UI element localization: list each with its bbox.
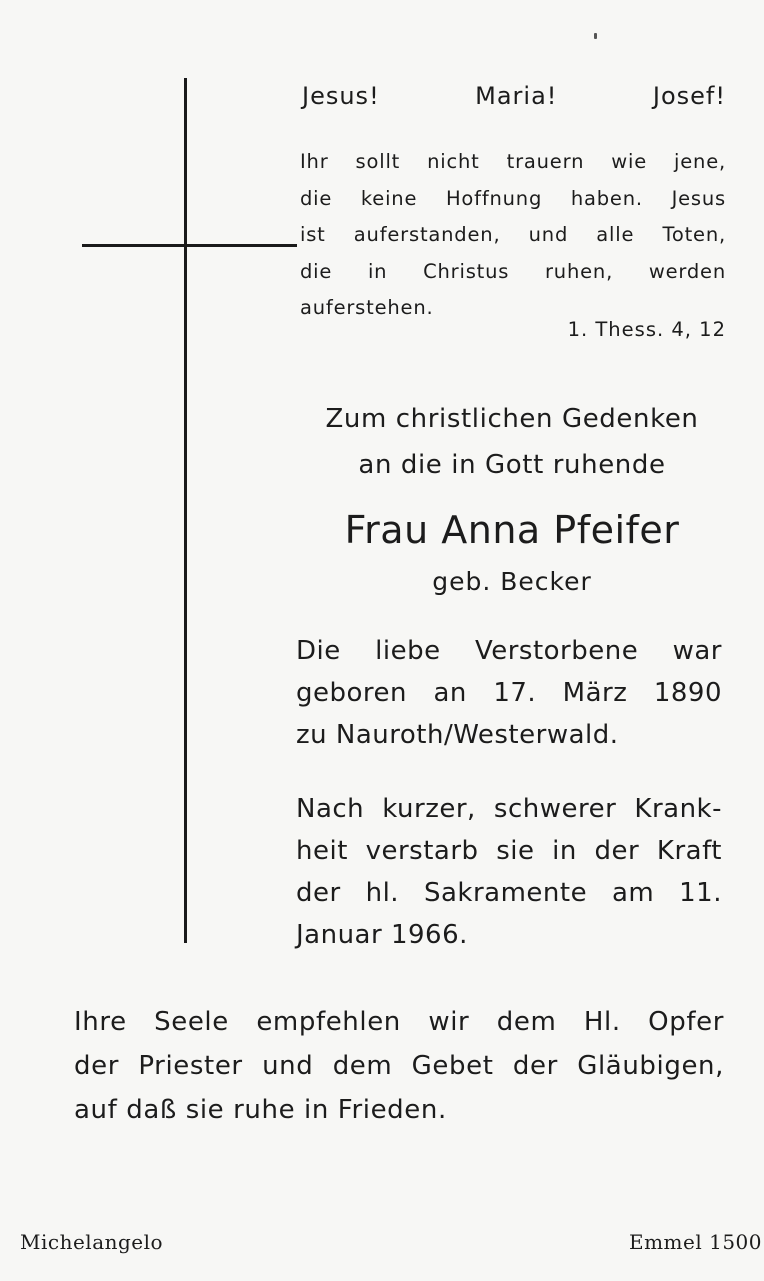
death-line: Januar 1966.: [296, 920, 468, 950]
closing-line: auf daß sie ruhe in Frieden.: [74, 1095, 447, 1125]
invocation-jesus: Jesus!: [302, 82, 380, 110]
verse-line: auferstehen.: [300, 296, 434, 319]
footer-artist-credit: Michelangelo: [20, 1230, 164, 1254]
verse-line: die keine Hoffnung haben. Jesus: [300, 186, 726, 210]
maiden-name: geb. Becker: [432, 567, 592, 596]
bible-verse: [300, 144, 726, 327]
invocation-header: [302, 82, 726, 110]
verse-line: ist auferstanden, und alle Toten,: [300, 223, 726, 246]
paper-speck: [594, 33, 597, 39]
closing-line: der Priester und dem Gebet der Gläubigen,: [74, 1051, 724, 1081]
footer-print-number: Emmel 1500: [628, 1230, 762, 1254]
cross-vertical-bar: [184, 78, 187, 943]
verse-line: die in Christus ruhen, werden: [300, 259, 726, 283]
birth-line: zu Nauroth/Westerwald.: [296, 720, 619, 750]
birth-line: geboren an 17. März 1890: [296, 678, 722, 708]
memorial-line: Zum christlichen Gedenken: [325, 404, 699, 434]
verse-line: Ihr sollt nicht trauern wie jene,: [300, 150, 726, 173]
verse-reference: 1. Thess. 4, 12: [567, 318, 726, 341]
birth-line: Die liebe Verstorbene war: [296, 636, 722, 666]
closing-prayer: [74, 1000, 724, 1132]
memorial-intro: [298, 396, 726, 488]
death-line: Nach kurzer, schwerer Krank-: [296, 794, 722, 824]
invocation-josef: Josef!: [652, 82, 726, 110]
death-paragraph: [296, 788, 722, 956]
closing-line: Ihre Seele empfehlen wir dem Hl. Opfer: [74, 1007, 724, 1037]
death-line: heit verstarb sie in der Kraft: [296, 836, 722, 866]
memorial-line: an die in Gott ruhende: [358, 450, 666, 480]
birth-paragraph: [296, 630, 722, 756]
cross-horizontal-bar: [82, 244, 297, 247]
deceased-name: Frau Anna Pfeifer: [344, 508, 680, 552]
invocation-maria: Maria!: [475, 82, 558, 110]
death-line: der hl. Sakramente am 11.: [296, 878, 722, 908]
